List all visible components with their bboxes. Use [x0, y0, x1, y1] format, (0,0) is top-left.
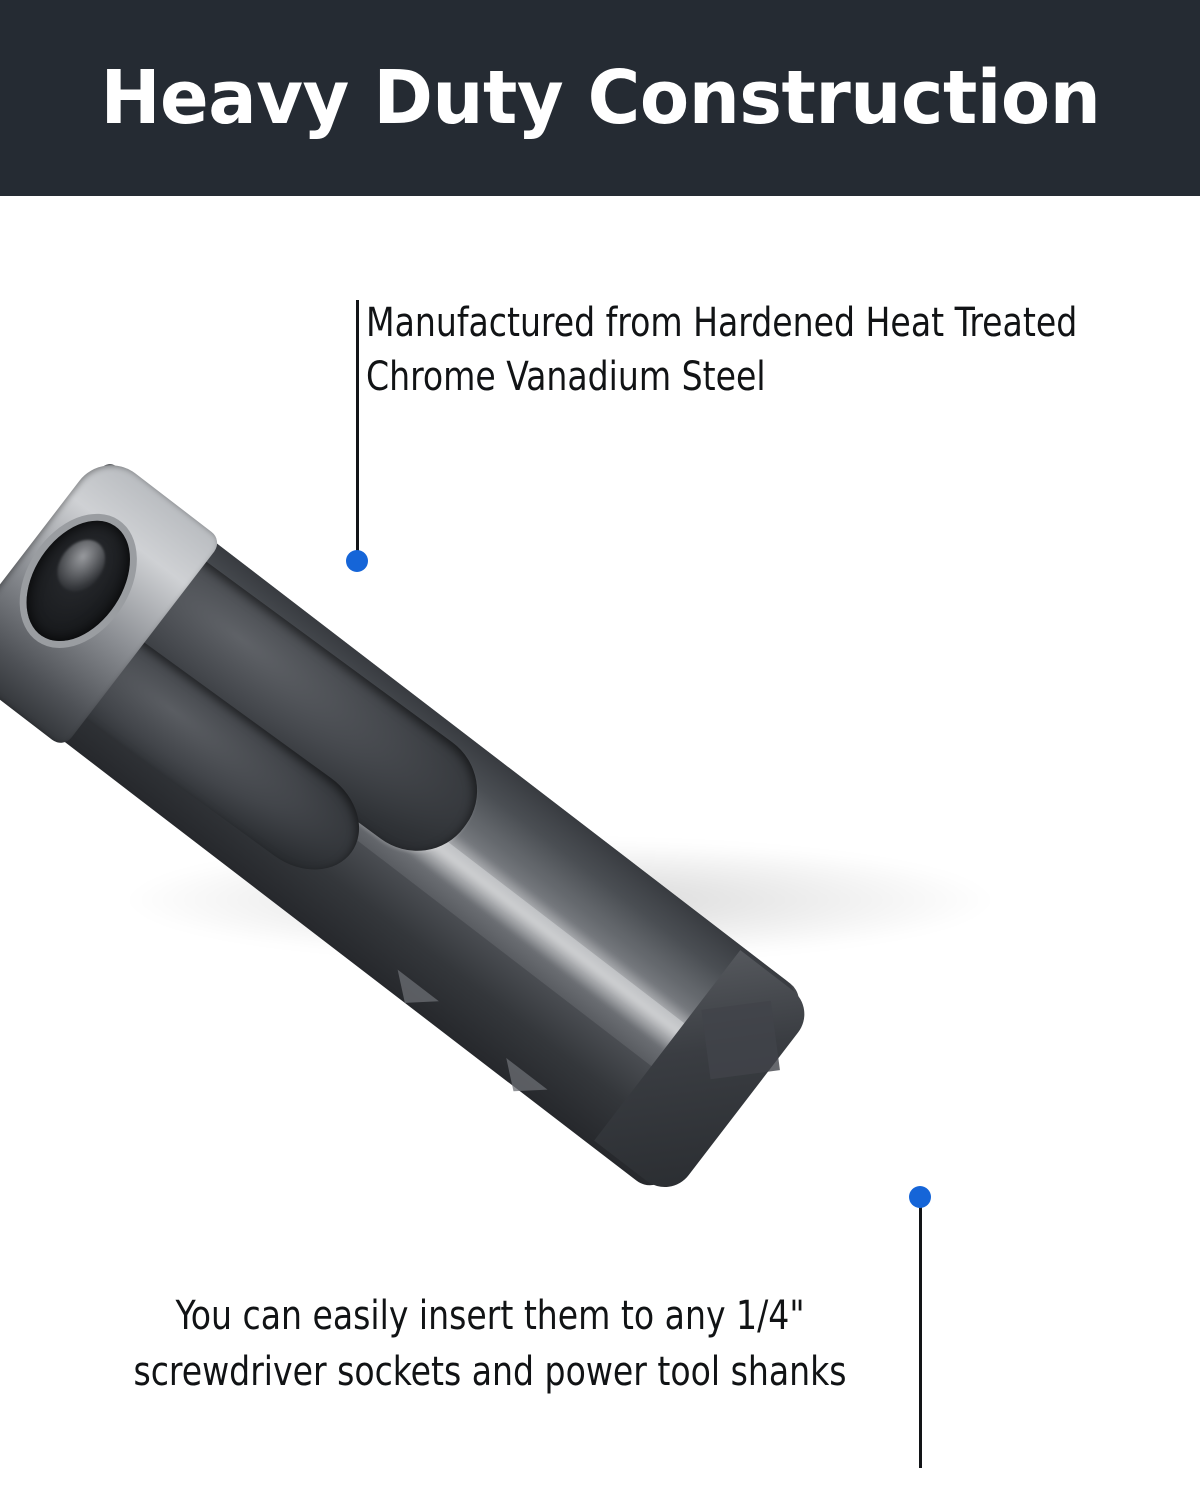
callout-bottom-line-1: You can easily insert them to any 1/4" — [175, 1293, 805, 1339]
bit-tip-facet — [701, 1001, 780, 1080]
callout-dot-bottom — [909, 1186, 931, 1208]
callout-bottom-line-2: screwdriver sockets and power tool shanks — [133, 1349, 847, 1395]
header-banner — [0, 0, 1200, 196]
callout-dot-top — [346, 550, 368, 572]
callout-text-bottom — [76, 1288, 904, 1400]
page-title: Heavy Duty Construction — [100, 55, 1100, 141]
callout-leader-line-bottom — [919, 1200, 922, 1468]
callout-top-line-1: Manufactured from Hardened Heat Treated — [366, 300, 1078, 346]
callout-top-line-2: Chrome Vanadium Steel — [366, 354, 766, 400]
callout-text-top — [366, 296, 1117, 404]
callout-leader-line-top — [356, 300, 359, 562]
